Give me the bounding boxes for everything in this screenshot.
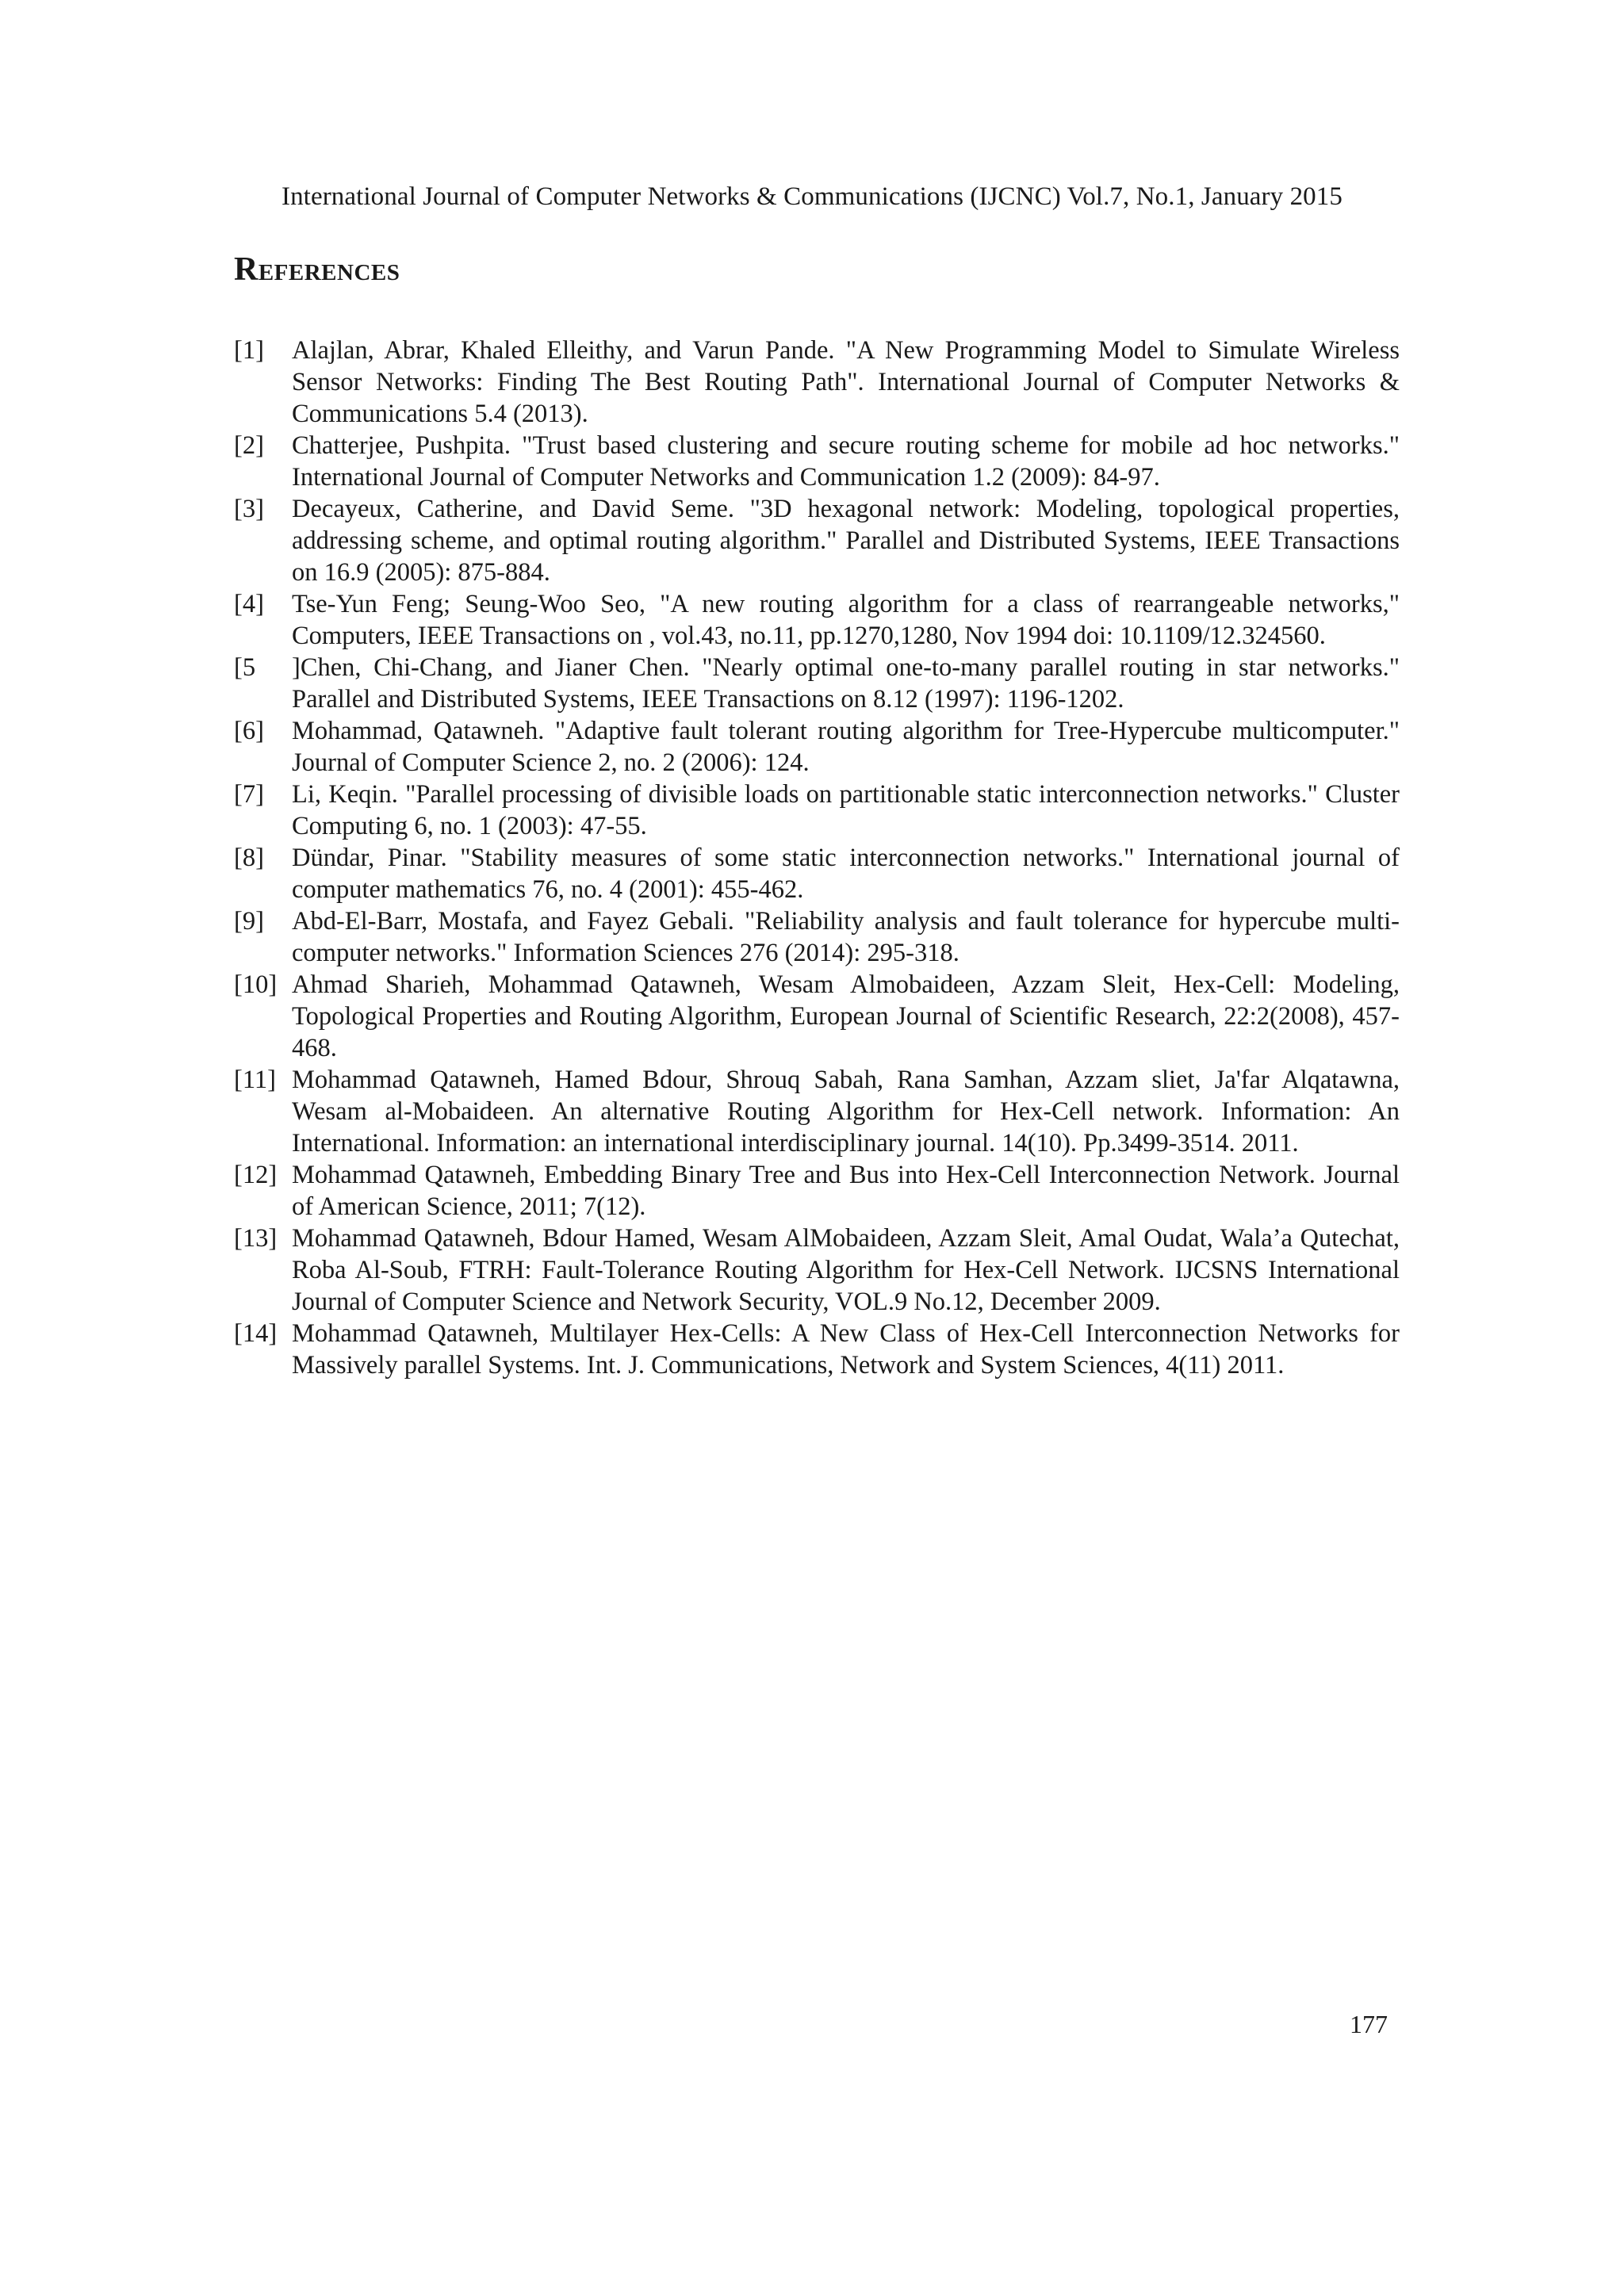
reference-text: Li, Keqin. "Parallel processing of divisible loads on partitionable static interconnection networks." Cluster Computing 6, no. 1 (2003): 47-55. xyxy=(292,780,1400,840)
reference-text: Decayeux, Catherine, and David Seme. "3D hexagonal network: Modeling, topological properties, addressing scheme, and optimal routing algorithm." Parallel and Distributed Systems, IEEE Transactions on 16.9 (2005): 875-884. xyxy=(292,495,1400,587)
reference-item xyxy=(234,1318,1400,1381)
reference-number: [1] xyxy=(234,336,264,365)
reference-item xyxy=(234,335,1400,430)
reference-item xyxy=(234,588,1400,652)
reference-text: Alajlan, Abrar, Khaled Elleithy, and Varun Pande. "A New Programming Model to Simulate Wireless Sensor Networks: Finding The Best Routing Path". International Journal of Computer Networks & Communications 5.4 (2013). xyxy=(292,336,1400,428)
reference-text: ]Chen, Chi-Chang, and Jianer Chen. "Nearly optimal one-to-many parallel routing in star networks." Parallel and Distributed Systems, IEEE Transactions on 8.12 (1997): 1196-1202. xyxy=(292,653,1400,714)
reference-text: Mohammad Qatawneh, Bdour Hamed, Wesam AlMobaideen, Azzam Sleit, Amal Oudat, Wala’a Qutechat, Roba Al-Soub, FTRH: Fault-Tolerance Routing Algorithm for Hex-Cell Network. IJCSNS International Journal of Computer Science and Network Security, VOL.9 No.12, December 2009. xyxy=(292,1224,1400,1316)
reference-item xyxy=(234,1223,1400,1318)
reference-item xyxy=(234,715,1400,779)
reference-number: [12] xyxy=(234,1161,278,1189)
reference-item xyxy=(234,905,1400,969)
reference-text: Mohammad, Qatawneh. "Adaptive fault tolerant routing algorithm for Tree-Hypercube multicomputer." Journal of Computer Science 2, no. 2 (2006): 124. xyxy=(292,717,1400,777)
reference-number: [14] xyxy=(234,1319,278,1348)
reference-number: [7] xyxy=(234,780,264,809)
reference-item xyxy=(234,652,1400,715)
reference-number: [11] xyxy=(234,1066,276,1094)
reference-item xyxy=(234,779,1400,842)
reference-item xyxy=(234,493,1400,588)
reference-item xyxy=(234,842,1400,905)
reference-text: Mohammad Qatawneh, Hamed Bdour, Shrouq Sabah, Rana Samhan, Azzam sliet, Ja'far Alqatawna, Wesam al-Mobaideen. An alternative Routing Algorithm for Hex-Cell network. Information: An International. Information: an international interdisciplinary journal. 14(10). Pp.3499-3514. 2011. xyxy=(292,1066,1400,1158)
reference-text: Dündar, Pinar. "Stability measures of some static interconnection networks." International journal of computer mathematics 76, no. 4 (2001): 455-462. xyxy=(292,844,1400,904)
reference-text: Mohammad Qatawneh, Multilayer Hex-Cells: A New Class of Hex-Cell Interconnection Networks for Massively parallel Systems. Int. J. Communications, Network and System Sciences, 4(11) 2011. xyxy=(292,1319,1400,1380)
reference-text: Mohammad Qatawneh, Embedding Binary Tree and Bus into Hex-Cell Interconnection Network. Journal of American Science, 2011; 7(12). xyxy=(292,1161,1400,1221)
section-title: References xyxy=(234,251,400,288)
reference-number: [2] xyxy=(234,431,264,460)
reference-number: [13] xyxy=(234,1224,278,1253)
reference-number: [10] xyxy=(234,970,278,999)
reference-item xyxy=(234,1064,1400,1159)
journal-header: International Journal of Computer Networks & Communications (IJCNC) Vol.7, No.1, January 2015 xyxy=(281,182,1342,211)
reference-item xyxy=(234,969,1400,1064)
reference-number: [9] xyxy=(234,907,264,936)
reference-text: Tse-Yun Feng; Seung-Woo Seo, "A new routing algorithm for a class of rearrangeable networks," Computers, IEEE Transactions on , vol.43, no.11, pp.1270,1280, Nov 1994 doi: 10.1109/12.324560. xyxy=(292,590,1400,650)
reference-number: [5 xyxy=(234,653,256,682)
reference-number: [3] xyxy=(234,495,264,523)
reference-number: [4] xyxy=(234,590,264,618)
reference-text: Ahmad Sharieh, Mohammad Qatawneh, Wesam Almobaideen, Azzam Sleit, Hex-Cell: Modeling, Topological Properties and Routing Algorithm, European Journal of Scientific Research, 22:2(2008), 457-468. xyxy=(292,970,1400,1062)
reference-text: Abd-El-Barr, Mostafa, and Fayez Gebali. "Reliability analysis and fault tolerance for hypercube multi-computer networks." Information Sciences 276 (2014): 295-318. xyxy=(292,907,1400,967)
reference-list xyxy=(234,335,1400,1381)
page-number: 177 xyxy=(1350,2010,1388,2038)
reference-number: [6] xyxy=(234,717,264,745)
reference-item xyxy=(234,430,1400,493)
reference-item xyxy=(234,1159,1400,1223)
reference-text: Chatterjee, Pushpita. "Trust based clustering and secure routing scheme for mobile ad hoc networks." International Journal of Computer Networks and Communication 1.2 (2009): 84-97. xyxy=(292,431,1400,492)
reference-number: [8] xyxy=(234,844,264,872)
